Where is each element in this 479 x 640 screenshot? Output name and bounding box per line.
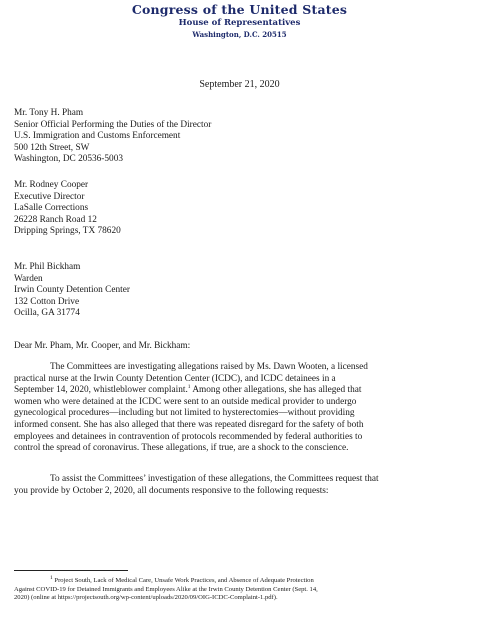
addressee-cooper: [14, 180, 121, 238]
paragraph-line: women who were detained at the ICDC were sent to an outside medical provider to undergo: [14, 396, 357, 407]
address-line: 26228 Ranch Road 12: [14, 214, 97, 225]
address-line: Senior Official Performing the Duties of the Director: [14, 119, 212, 130]
address-line: Washington, DC 20536-5003: [14, 154, 124, 165]
address-line: Executive Director: [14, 191, 85, 202]
address-line: Warden: [14, 273, 43, 284]
paragraph-line: [14, 385, 466, 397]
letterhead: [0, 2, 479, 40]
letterhead-city: Washington, D.C. 20515: [192, 30, 287, 39]
footnote-line: [14, 574, 469, 586]
letter-date: September 21, 2020: [199, 79, 280, 90]
address-line: 132 Cotton Drive: [14, 296, 80, 307]
paragraph-line: control the spread of coronavirus. These allegations, if true, are a shock to the conscience.: [14, 443, 349, 454]
paragraph-line: practical nurse at the Irwin County Detention Center (ICDC), and ICDC detainees in a: [14, 373, 336, 384]
address-line: 500 12th Street, SW: [14, 142, 90, 153]
letterhead-congress: Congress of the United States: [131, 2, 348, 17]
paragraph-line: To assist the Committees’ investigation of these allegations, the Committees request that: [50, 474, 379, 484]
body-paragraph-1: [14, 362, 466, 455]
address-line: LaSalle Corrections: [14, 203, 89, 214]
footnote-reference: 1: [187, 384, 191, 391]
address-line: Irwin County Detention Center: [14, 285, 130, 296]
paragraph-line: you provide by October 2, 2020, all documents responsive to the following requests:: [14, 485, 329, 496]
address-line: Mr. Rodney Cooper: [14, 180, 89, 190]
footnote-text: Project South, Lack of Medical Care, Unsafe Work Practices, and Absence of Adequate Protection: [52, 577, 314, 584]
footnote-divider: [14, 570, 128, 571]
footnote-1: [14, 574, 469, 603]
footnote-line: 2020) (online at https://projectsouth.org/wp-content/uploads/2020/09/OIG-ICDC-Complaint-1.pdf).: [14, 594, 278, 602]
salutation: Dear Mr. Pham, Mr. Cooper, and Mr. Bickham:: [14, 341, 191, 351]
paragraph-text: Among other allegations, she has alleged that: [190, 385, 362, 396]
addressee-bickham: [14, 262, 130, 320]
letterhead-house: House of Representatives: [178, 18, 301, 28]
paragraph-line: employees and detainees in contravention of protocols recommended by federal authorities to: [14, 431, 363, 442]
body-paragraph-2: [14, 474, 466, 497]
address-line: Dripping Springs, TX 78620: [14, 226, 121, 237]
paragraph-line: gynecological procedures—including but not limited to hysterectomies—without providing: [14, 408, 355, 419]
address-line: Mr. Phil Bickham: [14, 262, 81, 272]
paragraph-line: informed consent. She has also alleged that there was repeated disregard for the safety of both: [14, 419, 364, 430]
paragraph-text: September 14, 2020, whistleblower complaint.: [14, 385, 188, 396]
address-line: Mr. Tony H. Pham: [14, 108, 84, 118]
address-line: Ocilla, GA 31774: [14, 308, 80, 319]
addressee-pham: [14, 108, 211, 166]
paragraph-line: The Committees are investigating allegations raised by Ms. Dawn Wooten, a licensed: [50, 362, 368, 372]
footnote-mark: 1: [50, 574, 53, 581]
address-line: U.S. Immigration and Customs Enforcement: [14, 131, 181, 142]
footnote-line: Against COVID-19 for Detained Immigrants and Employees Alike at the Irwin County Detention Center (Sept. 14,: [14, 585, 318, 593]
